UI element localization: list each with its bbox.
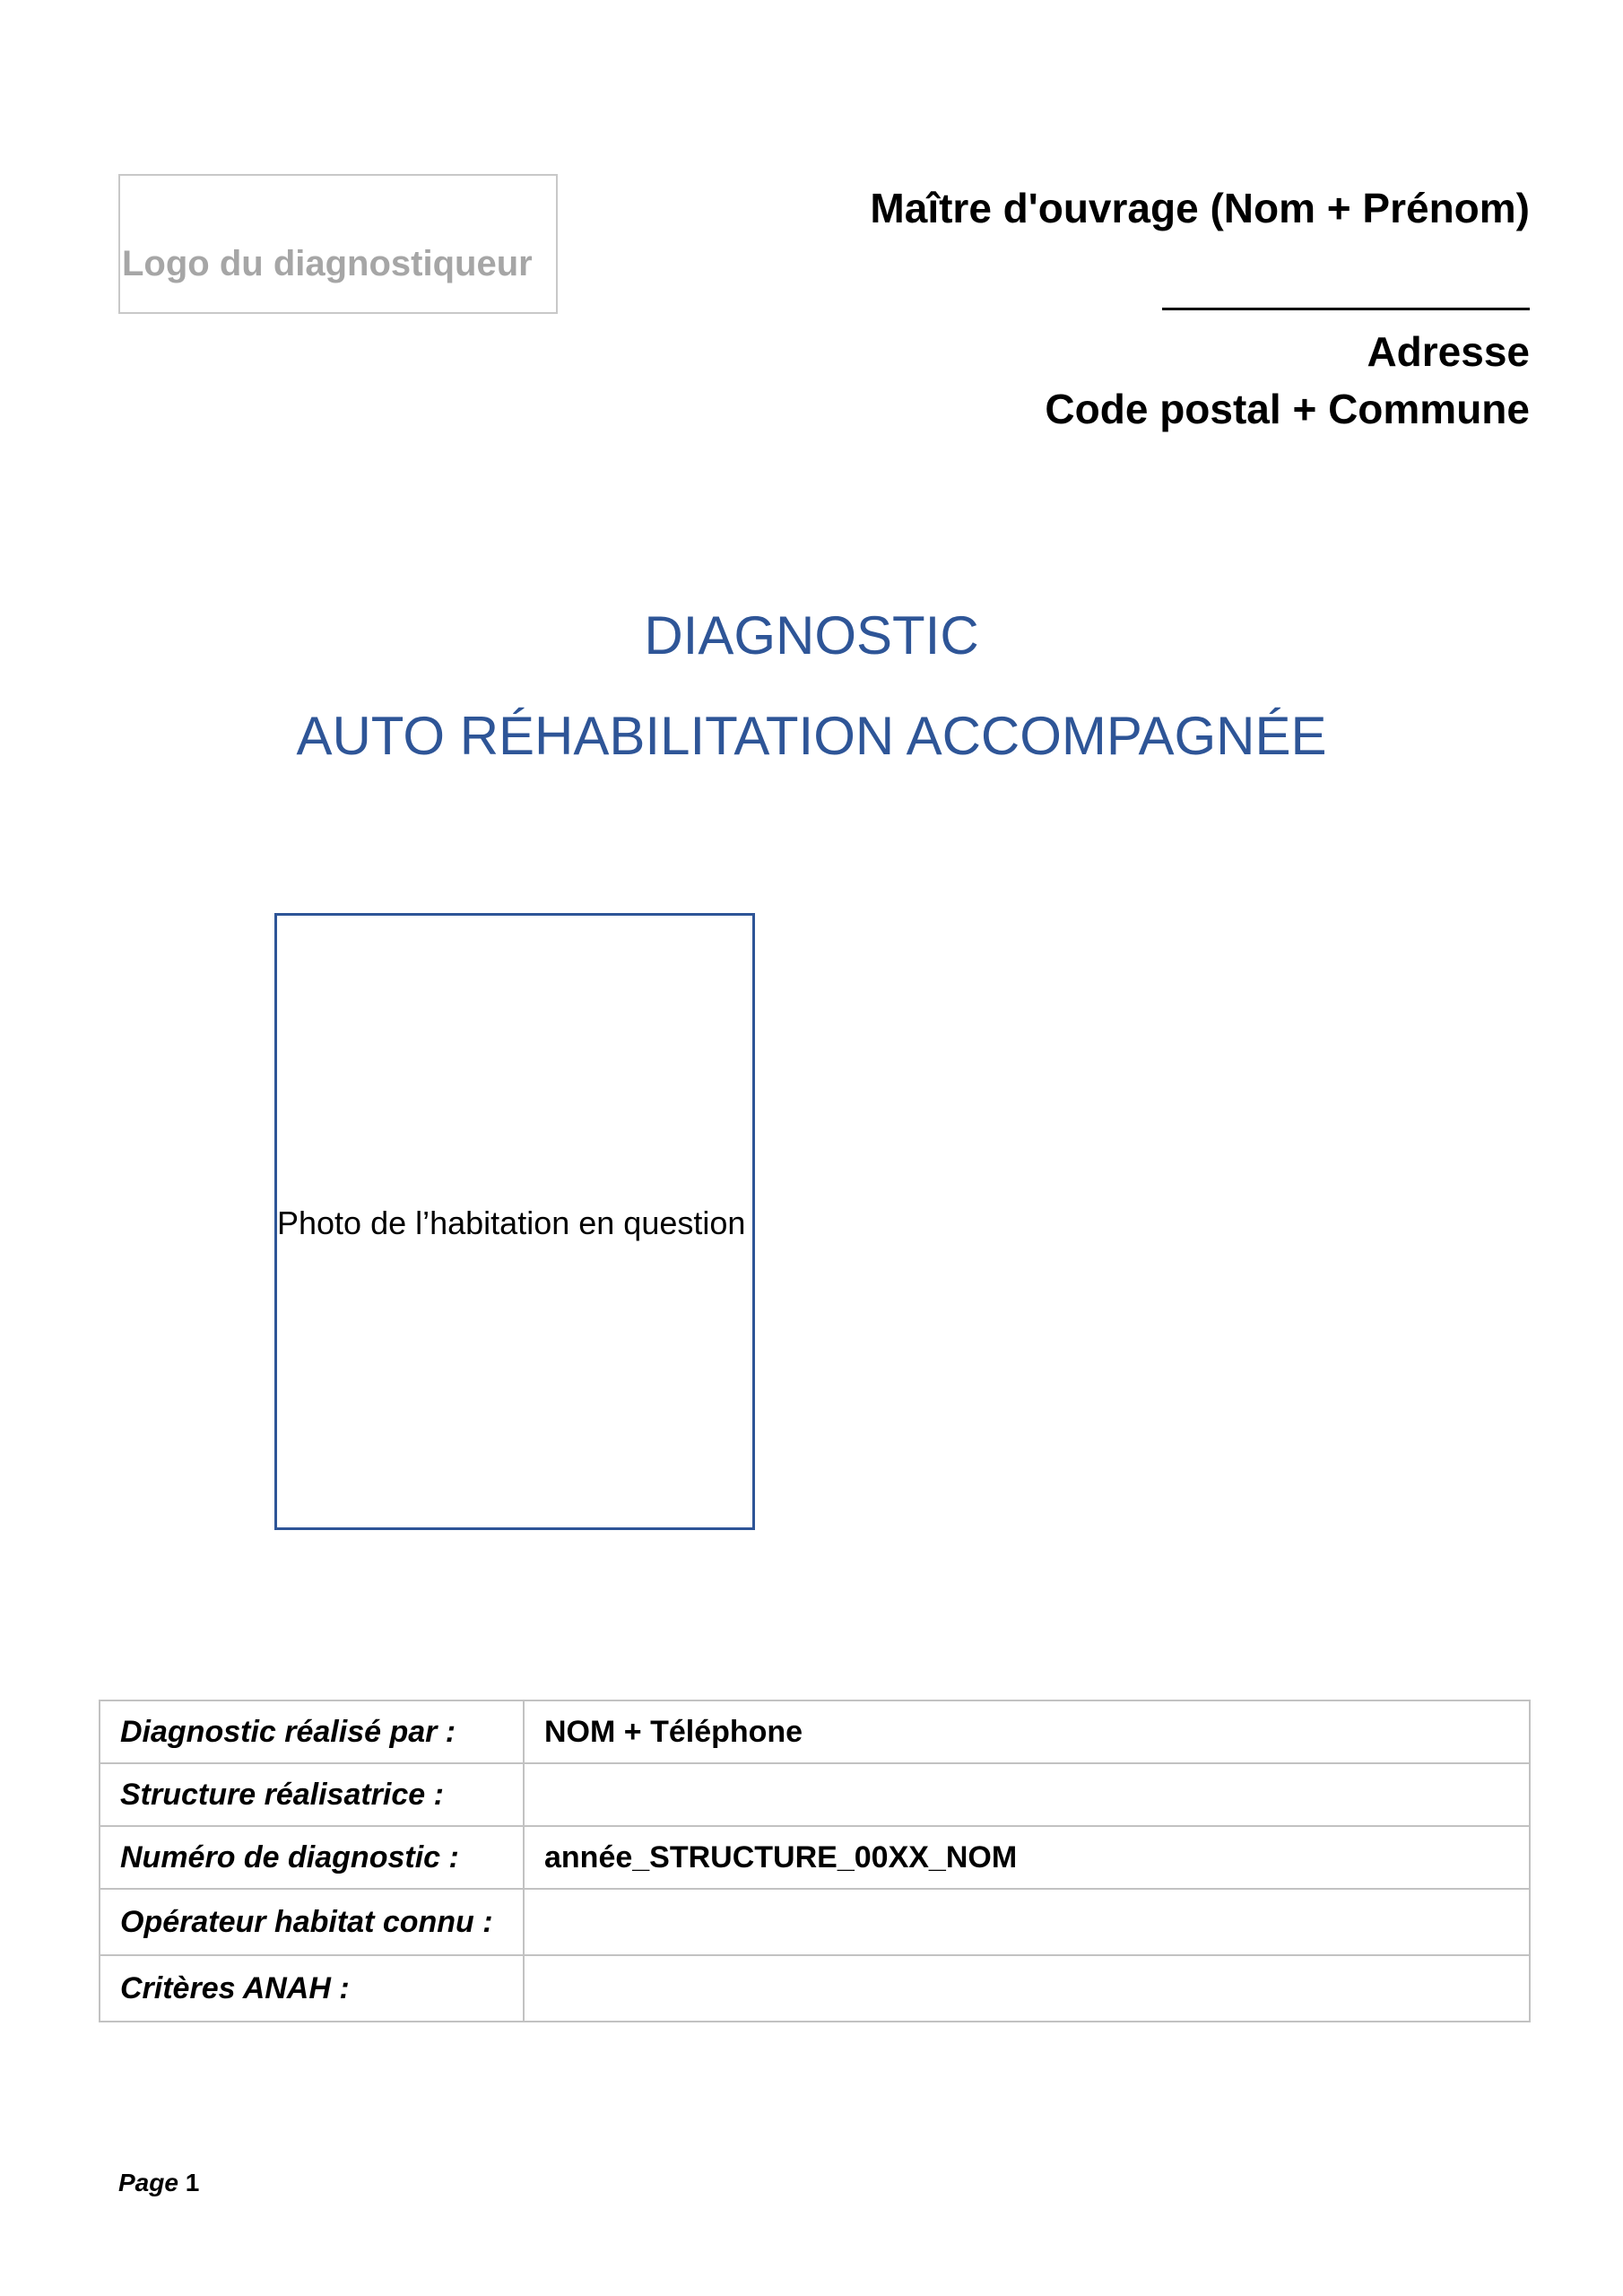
page-label: Page <box>118 2169 178 2196</box>
logo-placeholder-text: Logo du diagnostiqueur <box>122 244 533 283</box>
table-row <box>100 1763 1530 1826</box>
house-photo-placeholder-text: Photo de l’habitation en question <box>277 1205 746 1241</box>
house-photo-placeholder <box>274 913 755 1530</box>
diagnostic-info-table <box>99 1700 1531 2022</box>
table-row-value <box>524 1889 1530 1955</box>
table-row <box>100 1955 1530 2022</box>
table-row-label: Critères ANAH : <box>100 1955 524 2022</box>
table-row-value: NOM + Téléphone <box>524 1700 1530 1763</box>
table-row <box>100 1826 1530 1889</box>
logo-placeholder <box>118 174 558 314</box>
page-number: 1 <box>185 2169 200 2196</box>
table-row-value <box>524 1955 1530 2022</box>
owner-address-label: Adresse <box>1367 328 1530 375</box>
table-row-label: Opérateur habitat connu : <box>100 1889 524 1955</box>
table-row-value <box>524 1763 1530 1826</box>
table-row-label: Structure réalisatrice : <box>100 1763 524 1826</box>
owner-address <box>1045 323 1530 438</box>
owner-name-label: Maître d'ouvrage (Nom + Prénom) <box>870 185 1530 231</box>
page-footer <box>118 2169 199 2197</box>
table-row-label: Numéro de diagnostic : <box>100 1826 524 1889</box>
table-row <box>100 1889 1530 1955</box>
owner-postcode-label: Code postal + Commune <box>1045 386 1530 432</box>
document-title-line1: DIAGNOSTIC <box>644 605 979 665</box>
table-row <box>100 1700 1530 1763</box>
table-row-value: année_STRUCTURE_00XX_NOM <box>524 1826 1530 1889</box>
owner-name <box>870 179 1530 237</box>
document-title-line2: AUTO RÉHABILITATION ACCOMPAGNÉE <box>296 706 1327 766</box>
owner-signature-line <box>1162 308 1530 310</box>
table-row-label: Diagnostic réalisé par : <box>100 1700 524 1763</box>
